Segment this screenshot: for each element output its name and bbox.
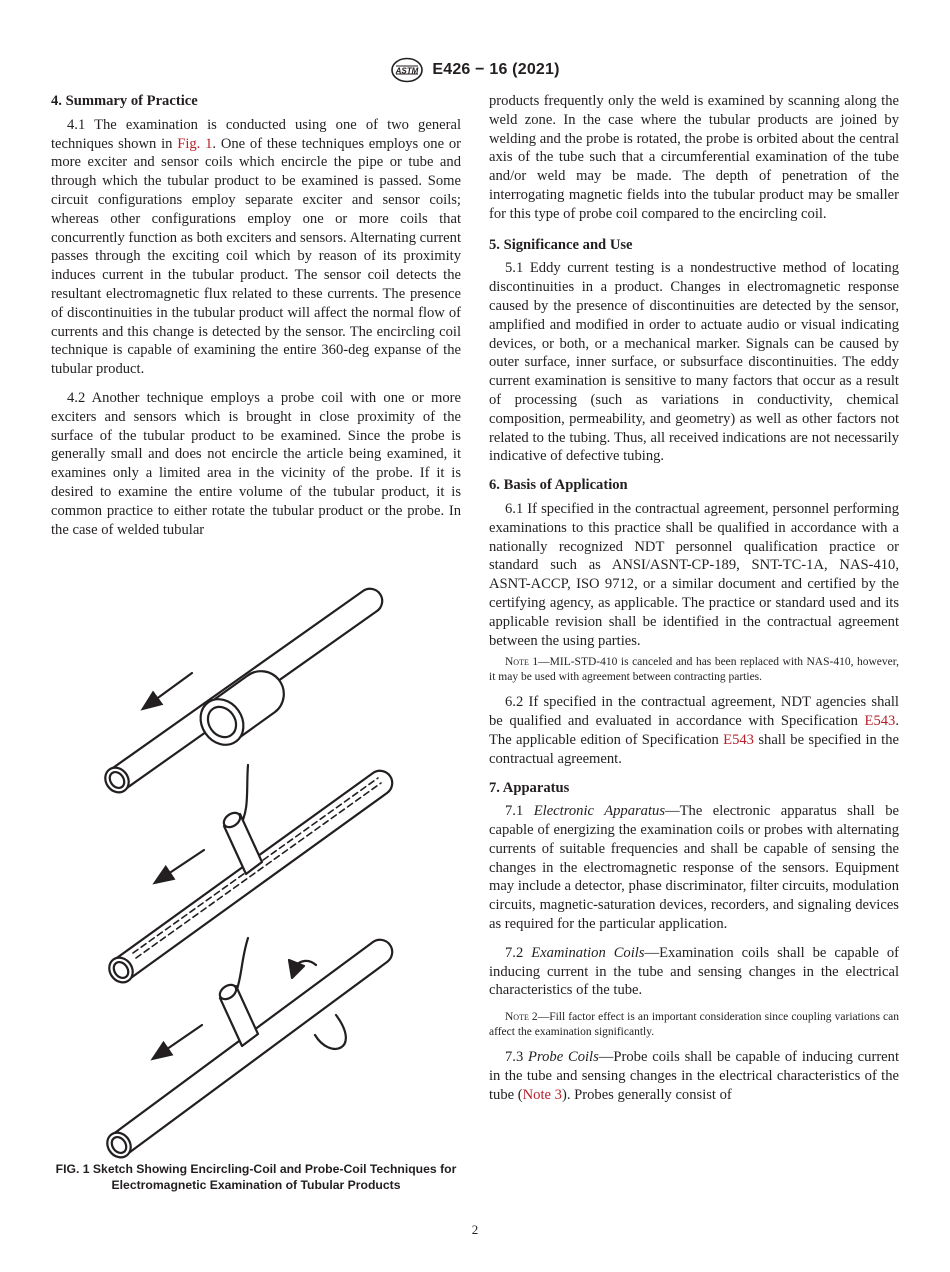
paragraph-6-2: [489, 693, 899, 768]
page-number: 2: [471, 1222, 479, 1237]
astm-logo-icon: [390, 57, 424, 83]
paragraph-4-1-text-a: 4.1 The examination is conducted using one of two general techniques shown in: [51, 116, 461, 152]
paragraph-7-1-number: 7.1: [505, 803, 534, 820]
paragraph-7-3-number: 7.3: [505, 1049, 529, 1066]
paragraph-7-3: [489, 1048, 899, 1104]
paragraph-4-1-text-b: . One of these techniques employs one or more exciter and sensor coils which encircle the pipe or tube and through which the tubular product to be examined is passed. Some circuit configurations employ separate exciter and sensor coils; whereas other configurations employ one or more coils that concurrently function as both exciters and sensors. Alternating current passes through the exciting coil which by reason of its proximity induces current in the tubular product. The sensor coil detects the resultant electromagnetic flux related to these currents. The presence of discontinuities in the tubular product will affect the normal flow of currents and this change is detected by the sensor. The encircling coil technique is capable of examining the entire 360-deg expanse of the tubular product.: [51, 135, 461, 378]
e543-link-1[interactable]: E543: [864, 713, 896, 730]
note-2: [489, 1010, 899, 1040]
right-column: [489, 92, 899, 1115]
rotating-probe-tube: [103, 940, 393, 1160]
paragraph-4-2-continued: products frequently only the weld is examined by scanning along the weld zone. In the case where the tubular products are joined by welding and the probe is rotated, the probe is orbited about the central axis of the tube such that a circumferential examination of the tube and/or weld may be made. The depth of penetration of the interrogating magnetic fields into the tubular product may be smaller for this type of probe coil compared to the encircling coil.: [489, 93, 899, 222]
figure-1: [100, 580, 400, 1160]
paragraph-7-1: [489, 802, 899, 934]
section-4-heading: 4. Summary of Practice: [51, 93, 198, 109]
note-1-text: —MIL-STD-410 is canceled and has been replaced with NAS-410, however, it may be used with agreement between contracting parties.: [489, 656, 899, 684]
e543-link-2[interactable]: E543: [723, 731, 754, 748]
paragraph-4-1: [51, 116, 461, 379]
paragraph-7-3-text-a: —Probe coils shall be capable of inducing current in the tube and sensing changes in the electrical characteristics of the tube (: [489, 1049, 900, 1103]
paragraph-7-2-number: 7.2: [505, 944, 532, 961]
figure-1-caption: FIG. 1 Sketch Showing Encircling-Coil and Probe-Coil Techniques for Electromagnetic Examination of Tubular Products: [55, 1162, 457, 1192]
section-6-heading: 6. Basis of Application: [489, 477, 628, 494]
probe-coil-2: [217, 938, 258, 1046]
paragraph-7-2-text: —Examination coils shall be capable of inducing current in the tube and sensing changes in the electrical characteristics of the tube.: [489, 944, 899, 999]
encircling-coil: [192, 671, 284, 753]
direction-arrow-3: [154, 1025, 202, 1058]
paragraph-6-2-text-a: 6.2 If specified in the contractual agreement, NDT agencies shall be qualified and evaluated in accordance with Specification: [489, 694, 899, 730]
page-header: [0, 57, 950, 83]
examination-coils-term: Examination Coils: [531, 944, 645, 961]
paragraph-6-1: 6.1 If specified in the contractual agreement, personnel performing examinations to this practice shall be qualified in accordance with a nationally recognized NDT personnel qualification practice or standard such as ANSI/ASNT-CP-189, SNT-TC-1A, NAS-410, ASNT-ACCP, ISO 9712, or a similar document and certified by the certifying agency, as applicable. The practice or standard used and its applicable revision shall be identified in the contractual agreement between the using parties.: [489, 500, 899, 649]
paragraph-4-2: 4.2 Another technique employs a probe coil with one or more exciters and sensors which is brought in close proximity of the surface of the tubular product to be examined. Since the probe is generally small and does not encircle the article being examined, it examines only a limited area in the vicinity of the probe. If it is desired to examine the entire volume of the tubular product, it is common practice to either rotate the tubular product or the probe. In the case of welded tubular: [51, 389, 461, 538]
paragraph-5-1: 5.1 Eddy current testing is a nondestructive method of locating discontinuities in a product. Changes in electromagnetic response caused by the presence of discontinuities are detected by the sensor, amplified and modified in order to actuate audio or visual indicating devices, or both, or a mechanical marker. Signals can be caused by outer surface, inner surface, or subsurface discontinuities. The eddy current examination is sensitive to many factors that occur as a result of processing (such as variations in conductivity, chemical composition, permeability, and geometry) as well as other factors not related to the tubing. Thus, all received indications are not necessarily indicative of defective tubing.: [489, 260, 899, 465]
left-column: [51, 92, 461, 549]
direction-arrow-1: [144, 673, 192, 708]
probe-coil-tube-weld: [105, 771, 393, 987]
svg-text:ASTM: ASTM: [396, 66, 419, 76]
note-1-label: Note 1: [505, 656, 539, 669]
probe-coil-1: [221, 765, 262, 874]
probe-coils-term: Probe Coils: [528, 1049, 599, 1066]
fig-1-link[interactable]: Fig. 1: [177, 135, 213, 152]
note-2-text: —Fill factor effect is an important consideration since coupling variations can affect the examination significantly.: [489, 1011, 900, 1039]
paragraph-6-2-text-c: shall be specified in the contractual agreement.: [489, 731, 899, 767]
paragraph-6-2-text-b: . The applicable edition of Specification: [489, 713, 899, 748]
note-3-link[interactable]: Note 3: [522, 1086, 562, 1103]
direction-arrow-2: [156, 850, 204, 882]
figure-1-illustration: [100, 580, 400, 1160]
electronic-apparatus-term: Electronic Apparatus: [533, 803, 666, 820]
paragraph-7-3-text-b: ). Probes generally consist of: [561, 1086, 732, 1103]
note-1: [489, 655, 899, 685]
paragraph-7-1-text: —The electronic apparatus shall be capable of energizing the examination coils or probes with alternating currents of suitable frequencies and shall be capable of sensing the changes in the electromagnetic response of the sensors. Equipment may include a detector, phase discriminator, filter circuits, modulation circuits, magnetic-saturation devices, recorders, and signaling devices as required for the particular application.: [489, 803, 899, 933]
section-7-heading: 7. Apparatus: [489, 779, 570, 796]
paragraph-7-2: [489, 944, 899, 1000]
note-2-label: Note 2: [505, 1011, 538, 1024]
section-5-heading: 5. Significance and Use: [489, 236, 633, 253]
standard-designation: E426 − 16 (2021): [432, 61, 560, 78]
